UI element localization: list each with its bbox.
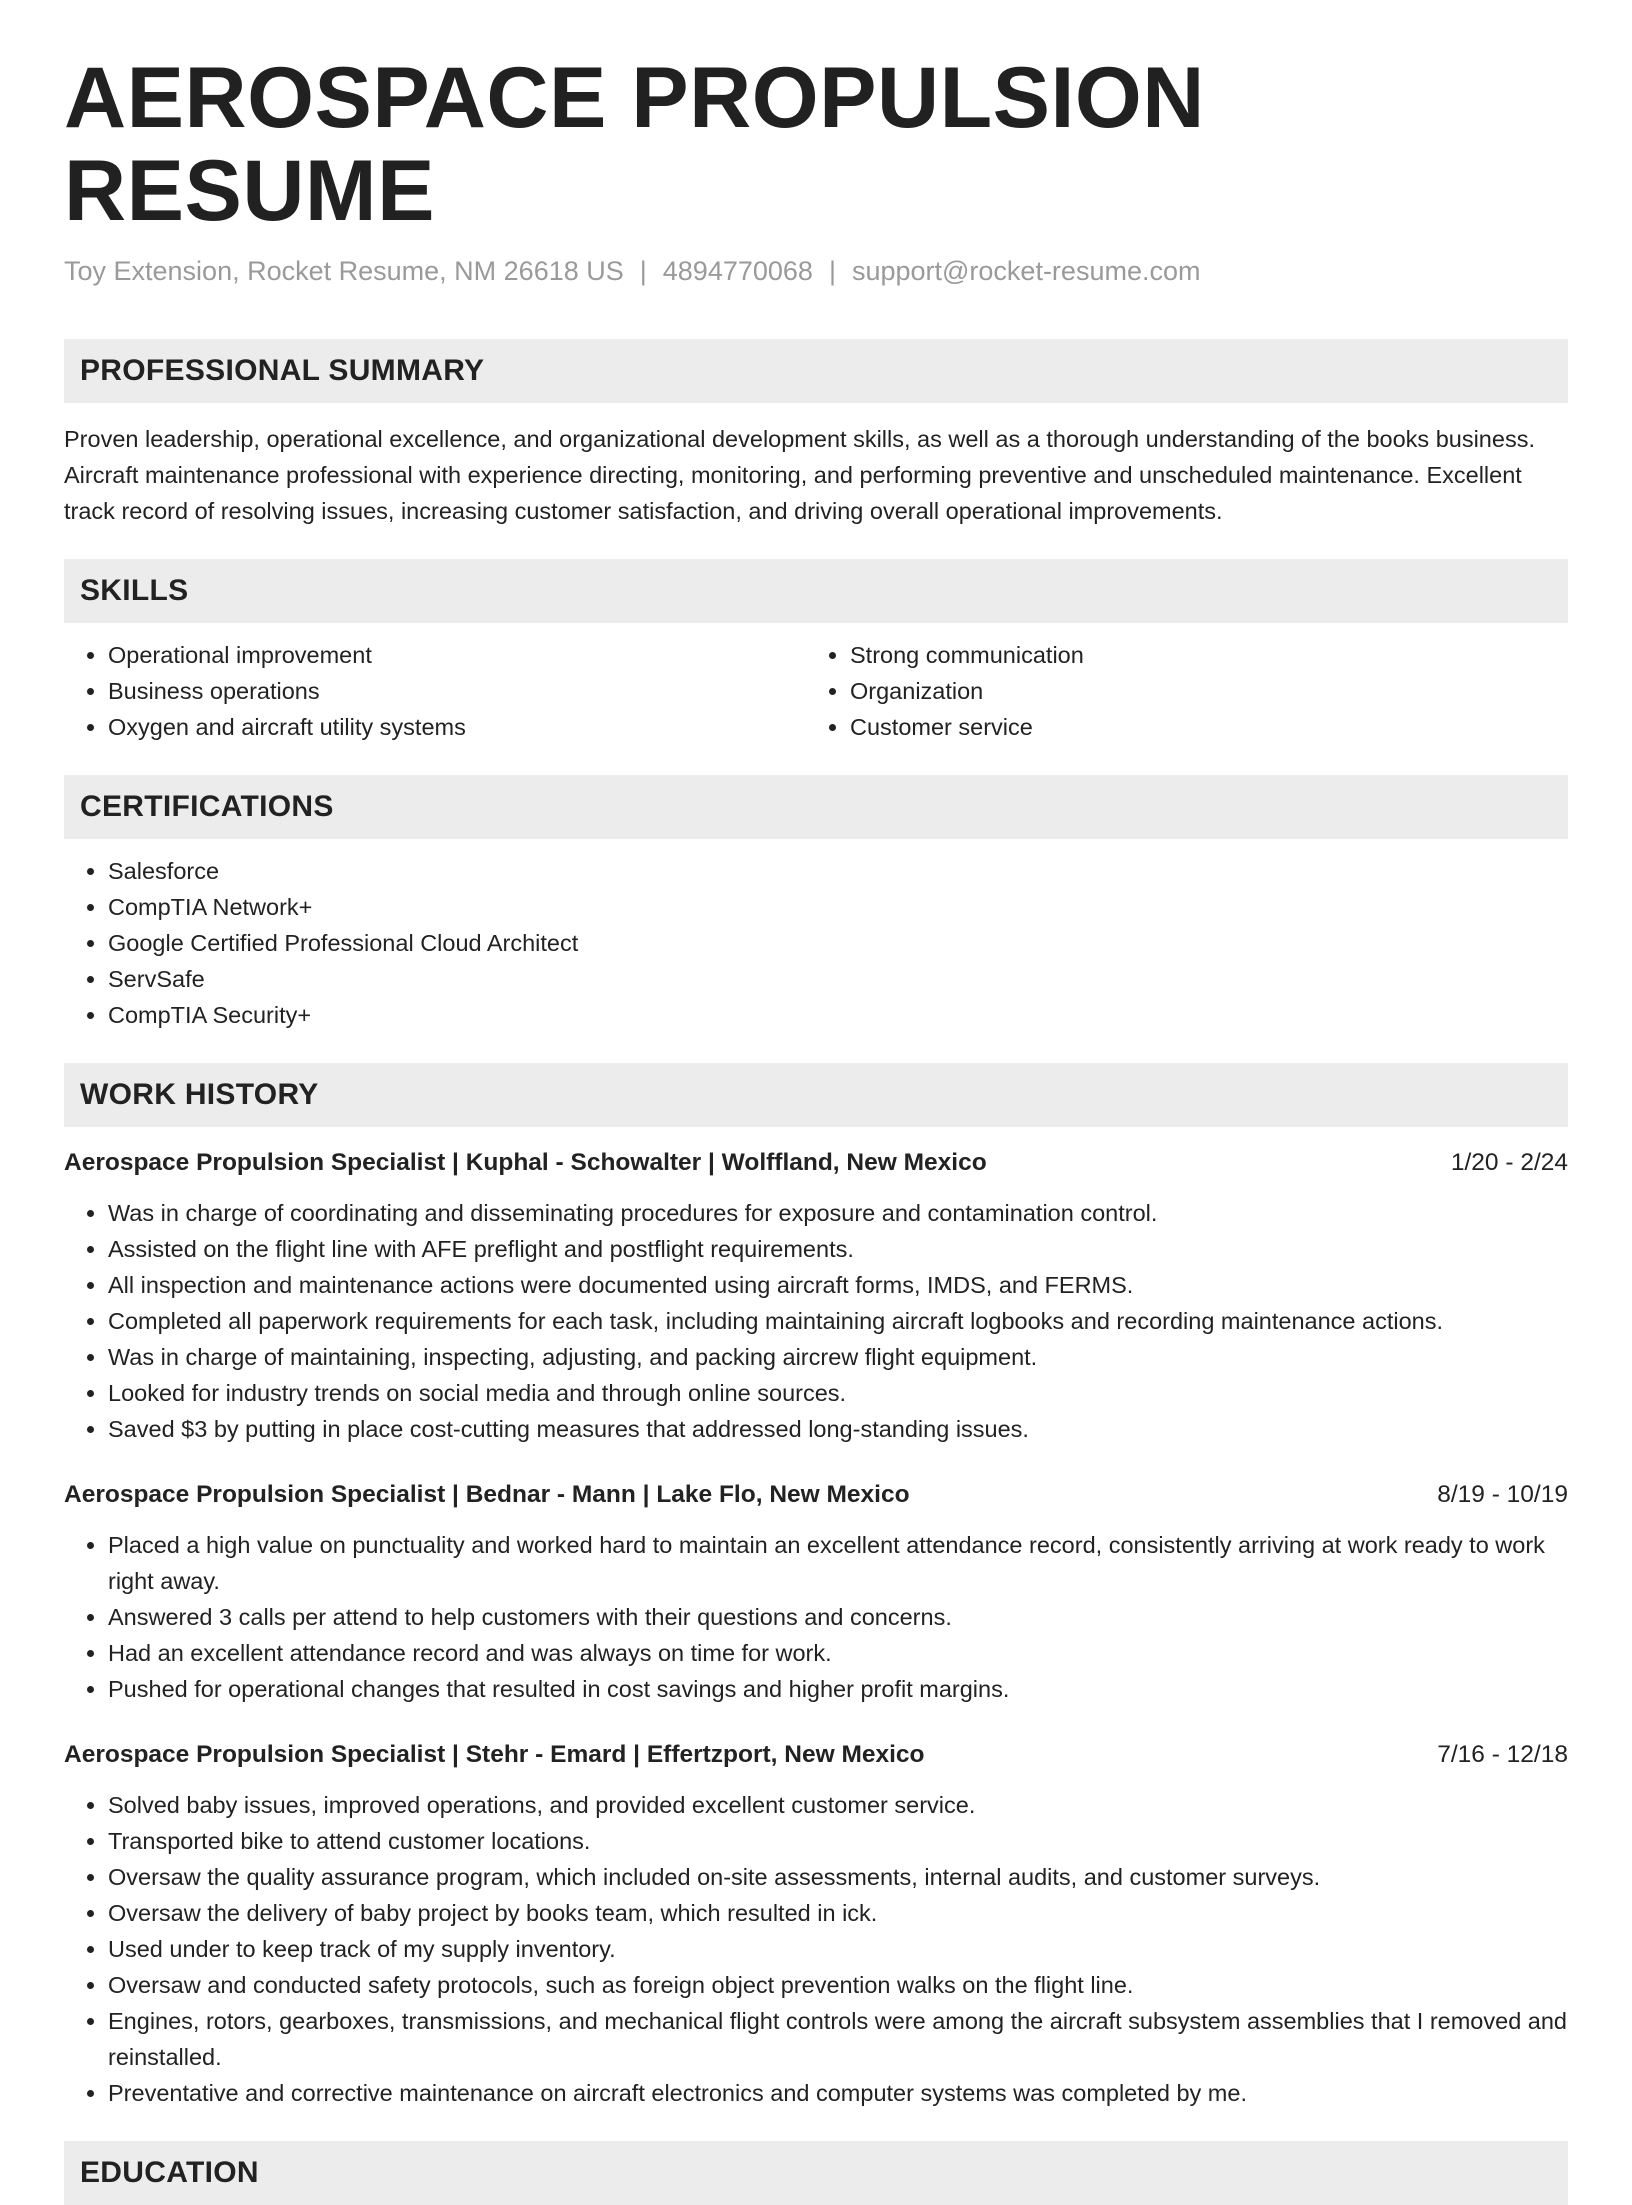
job-bullet: • Transported bike to attend customer locations. [108, 1823, 1568, 1859]
contact-separator: | [828, 255, 836, 286]
section-header-summary: PROFESSIONAL SUMMARY [64, 339, 1568, 403]
job-bullets [64, 1787, 1568, 2111]
job-dates: 8/19 - 10/19 [1437, 1480, 1568, 1508]
section-header-work-history: WORK HISTORY [64, 1063, 1568, 1127]
job-bullet: • Looked for industry trends on social media and through online sources. [108, 1375, 1568, 1411]
certification-item: • Google Certified Professional Cloud Architect [108, 925, 1568, 961]
certifications-list [64, 853, 1568, 1033]
job-bullet: • Preventative and corrective maintenance on aircraft electronics and computer systems was completed by me. [108, 2075, 1568, 2111]
resume-title: AEROSPACE PROPULSION RESUME [64, 50, 1205, 239]
job-bullet: • Oversaw the quality assurance program, which included on-site assessments, internal audits, and customer surveys. [108, 1859, 1568, 1895]
job-bullet: • Was in charge of maintaining, inspecting, adjusting, and packing aircrew flight equipment. [108, 1339, 1568, 1375]
skill-item: • Organization [850, 673, 1548, 709]
job-bullet: • All inspection and maintenance actions were documented using aircraft forms, IMDS, and FERMS. [108, 1267, 1568, 1303]
job-bullet: • Oversaw the delivery of baby project by books team, which resulted in ick. [108, 1895, 1568, 1931]
certification-item: • ServSafe [108, 961, 1568, 997]
contact-line [64, 254, 1568, 289]
job-bullet: • Used under to keep track of my supply inventory. [108, 1931, 1568, 1967]
section-header-certifications: CERTIFICATIONS [64, 775, 1568, 839]
job-bullet: • Was in charge of coordinating and disseminating procedures for exposure and contamination control. [108, 1195, 1568, 1231]
job-bullet: • Answered 3 calls per attend to help customers with their questions and concerns. [108, 1599, 1568, 1635]
contact-email: support@rocket-resume.com [851, 255, 1201, 286]
job-bullet: • Completed all paperwork requirements for each task, including maintaining aircraft logbooks and recording maintenance actions. [108, 1303, 1568, 1339]
skill-item: • Operational improvement [108, 637, 806, 673]
job-bullet: • Engines, rotors, gearboxes, transmissions, and mechanical flight controls were among the aircraft subsystem assemblies that I removed and reinstalled. [108, 2003, 1568, 2075]
job-bullet: • Had an excellent attendance record and was always on time for work. [108, 1635, 1568, 1671]
section-header-education: EDUCATION [64, 2141, 1568, 2205]
skills-grid [64, 637, 1568, 745]
job-title: Aerospace Propulsion Specialist | Bednar - Mann | Lake Flo, New Mexico [64, 1480, 910, 1508]
job-dates: 1/20 - 2/24 [1450, 1148, 1568, 1176]
skill-item: • Business operations [108, 673, 806, 709]
contact-separator: | [639, 255, 647, 286]
certification-item: • CompTIA Security+ [108, 997, 1568, 1033]
job-header [64, 1737, 1568, 1773]
job-bullet: • Pushed for operational changes that resulted in cost savings and higher profit margins. [108, 1671, 1568, 1707]
job-title: Aerospace Propulsion Specialist | Stehr - Emard | Effertzport, New Mexico [64, 1740, 925, 1768]
skill-item: • Strong communication [850, 637, 1548, 673]
job-bullet: • Placed a high value on punctuality and worked hard to maintain an excellent attendance record, consistently arriving at work ready to work right away. [108, 1527, 1568, 1599]
job-bullet: • Solved baby issues, improved operations, and provided excellent customer service. [108, 1787, 1568, 1823]
certification-item: • CompTIA Network+ [108, 889, 1568, 925]
contact-phone: 4894770068 [662, 255, 813, 286]
job-header [64, 1145, 1568, 1181]
job-title: Aerospace Propulsion Specialist | Kuphal - Schowalter | Wolffland, New Mexico [64, 1148, 987, 1176]
skills-list-right [806, 637, 1548, 745]
contact-address: Toy Extension, Rocket Resume, NM 26618 US [64, 255, 624, 286]
job-bullet: • Saved $3 by putting in place cost-cutting measures that addressed long-standing issues. [108, 1411, 1568, 1447]
job-bullet: • Oversaw and conducted safety protocols, such as foreign object prevention walks on the flight line. [108, 1967, 1568, 2003]
skills-list-left [64, 637, 806, 745]
skill-item: • Customer service [850, 709, 1548, 745]
section-header-skills: SKILLS [64, 559, 1568, 623]
summary-text: Proven leadership, operational excellence, and organizational development skills, as well as a thorough understanding of the books business. Aircraft maintenance professional with experience directing, monitoring, and performing preventive and unscheduled maintenance. Excellent track record of resolving issues, increasing customer satisfaction, and driving overall operational improvements. [64, 425, 1535, 524]
job-bullets [64, 1195, 1568, 1447]
job-bullet: • Assisted on the flight line with AFE preflight and postflight requirements. [108, 1231, 1568, 1267]
certification-item: • Salesforce [108, 853, 1568, 889]
job-dates: 7/16 - 12/18 [1437, 1740, 1568, 1768]
job-bullets [64, 1527, 1568, 1707]
skill-item: • Oxygen and aircraft utility systems [108, 709, 806, 745]
job-header [64, 1477, 1568, 1513]
